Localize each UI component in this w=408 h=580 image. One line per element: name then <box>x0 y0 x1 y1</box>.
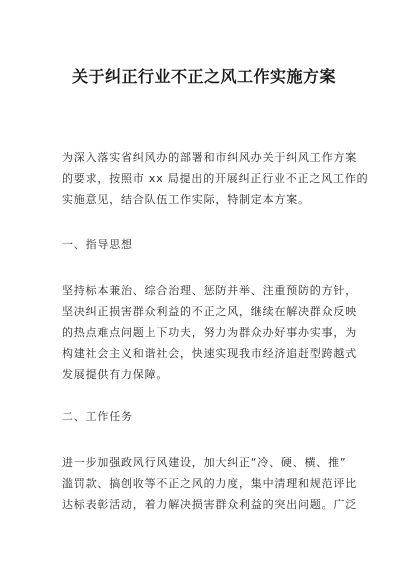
section2-line-2: 滥罚款、搞创收等不正之风的力度，集中清理和规范评比 <box>62 477 357 490</box>
section2-line-1: 进一步加强政风行风建设，加大纠正“冷、硬、横、推” <box>62 456 347 469</box>
section-heading-1: 一、指导思想 <box>62 238 133 251</box>
section1-line-3: 的热点难点问题上下功夫，努力为群众办好事办实事，为 <box>62 326 357 339</box>
section2-line-3: 达标表彰活动，着力解决损害群众利益的突出问题。广泛 <box>62 498 357 511</box>
document-title: 关于纠正行业不正之风工作实施方案 <box>71 67 336 86</box>
intro-line-2: 的要求，按照市 xx 局提出的开展纠正行业不正之风工作的 <box>62 172 369 185</box>
section1-line-1: 坚持标本兼治、综合治理、惩防并举、注重预防的方针， <box>62 284 357 297</box>
intro-line-3: 实施意见，结合队伍工作实际，特制定本方案。 <box>62 193 310 206</box>
section1-line-2: 坚决纠正损害群众利益的不正之风，继续在解决群众反映 <box>62 305 357 318</box>
section1-line-4: 构建社会主义和谐社会，快速实现我市经济追赶型跨越式 <box>62 347 357 360</box>
section1-line-5: 发展提供有力保障。 <box>62 368 169 381</box>
section-heading-2: 二、工作任务 <box>62 410 133 423</box>
intro-line-1: 为深入落实省纠风办的部署和市纠风办关于纠风工作方案 <box>62 151 357 164</box>
